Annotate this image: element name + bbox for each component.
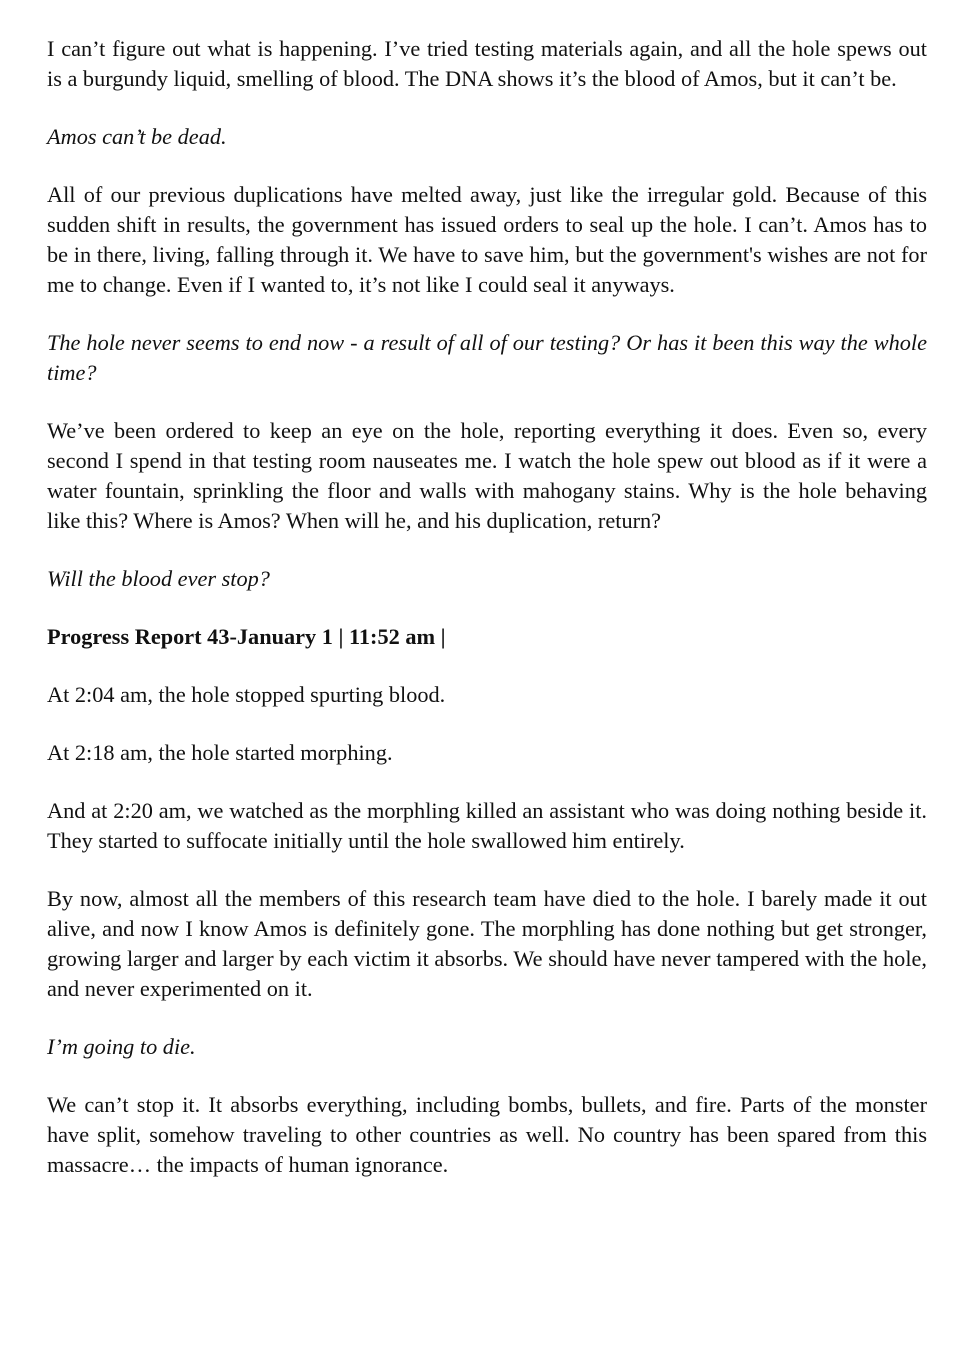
paragraph: And at 2:20 am, we watched as the morphling killed an assistant who was doing nothing beside it. They started to suffocate initially until the hole swallowed him entirely.: [47, 798, 927, 853]
italic-paragraph: I’m going to die.: [47, 1034, 196, 1059]
paragraph: At 2:18 am, the hole started morphing.: [47, 740, 393, 765]
paragraph: By now, almost all the members of this research team have died to the hole. I barely made it out alive, and now I know Amos is definitely gone. The morphling has done nothing but get stronger, growing larger and larger by each victim it absorbs. We should have never tampered with the hole, and never experimented on it.: [47, 886, 927, 1001]
paragraph: We can’t stop it. It absorbs everything, including bombs, bullets, and fire. Parts of the monster have split, somehow traveling to other countries as well. No country has been spared from this massacre… the impacts of human ignorance.: [47, 1092, 927, 1177]
paragraph: At 2:04 am, the hole stopped spurting blood.: [47, 682, 446, 707]
progress-report-heading: Progress Report 43-January 1 | 11:52 am |: [47, 624, 446, 649]
document-page: [47, 34, 927, 1208]
italic-paragraph: Will the blood ever stop?: [47, 566, 270, 591]
italic-paragraph: Amos can’t be dead.: [47, 124, 227, 149]
paragraph: All of our previous duplications have melted away, just like the irregular gold. Because of this sudden shift in results, the government has issued orders to seal up the hole. I can’t. Amos has to be in there, living, falling through it. We have to save him, but the government's wishes are not for me to change. Even if I wanted to, it’s not like I could seal it anyways.: [47, 182, 927, 297]
paragraph: I can’t figure out what is happening. I’ve tried testing materials again, and all the hole spews out is a burgundy liquid, smelling of blood. The DNA shows it’s the blood of Amos, but it can’t be.: [47, 36, 927, 91]
italic-paragraph: The hole never seems to end now - a result of all of our testing? Or has it been this way the whole time?: [47, 330, 927, 385]
paragraph: We’ve been ordered to keep an eye on the hole, reporting everything it does. Even so, every second I spend in that testing room nauseates me. I watch the hole spew out blood as if it were a water fountain, sprinkling the floor and walls with mahogany stains. Why is the hole behaving like this? Where is Amos? When will he, and his duplication, return?: [47, 418, 927, 533]
